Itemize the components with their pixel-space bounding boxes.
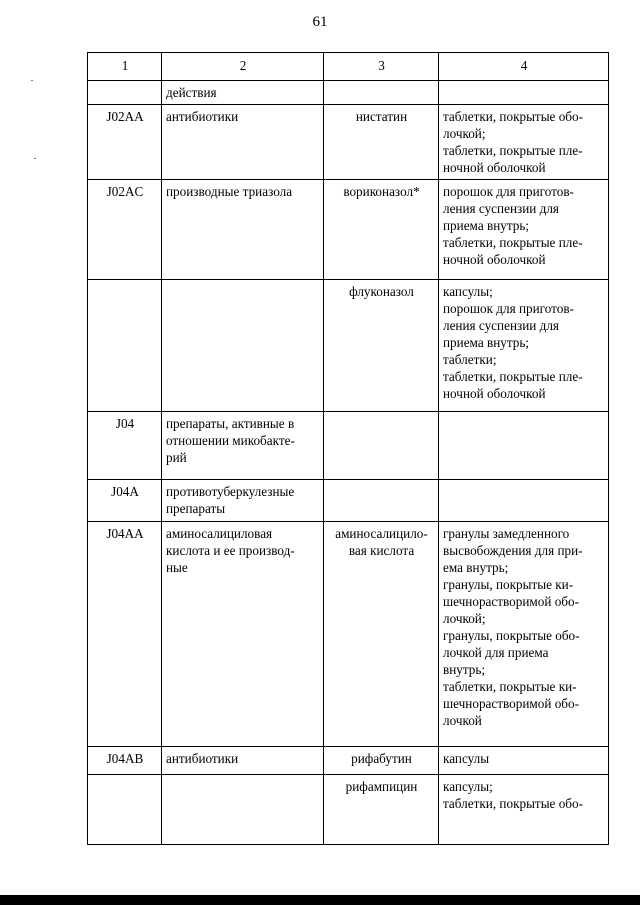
drug-cell [324, 81, 439, 105]
group-line: отношении микобакте- [166, 433, 295, 448]
atc-code: J04 [115, 416, 135, 431]
group-line: производные триазола [166, 184, 293, 199]
code-cell [88, 81, 162, 105]
group-line: антибиотики [166, 751, 239, 766]
group-line: действия [166, 85, 217, 100]
group-line: рий [166, 450, 187, 465]
drug-cell [324, 747, 439, 775]
forms-line: ночной оболочкой [443, 160, 546, 175]
header-col-4: 4 [439, 53, 609, 81]
forms-line: гранулы замедленного [443, 526, 570, 541]
group-line: препараты, активные в [166, 416, 295, 431]
table-header [88, 53, 609, 81]
group-cell [162, 522, 324, 747]
group-line: антибиотики [166, 109, 239, 124]
atc-code: J04A [111, 484, 139, 499]
table-row [88, 747, 609, 775]
forms-cell [439, 747, 609, 775]
atc-code: J04AA [106, 526, 144, 541]
forms-line: порошок для приготов- [443, 301, 574, 316]
group-cell [162, 775, 324, 845]
forms-cell [439, 775, 609, 845]
table-row [88, 180, 609, 280]
drug-table [87, 52, 609, 845]
header-row [88, 53, 609, 81]
forms-line: гранулы, покрытые ки- [443, 577, 574, 592]
forms-line: таблетки, покрытые ки- [443, 679, 577, 694]
drug-cell [324, 775, 439, 845]
table-body [88, 81, 609, 845]
forms-cell [439, 412, 609, 480]
forms-line: ема внутрь; [443, 560, 509, 575]
forms-line: порошок для приготов- [443, 184, 574, 199]
forms-line: капсулы [443, 751, 490, 766]
forms-line: лочкой; [443, 126, 486, 141]
drug-line: флуконазол [349, 284, 414, 299]
group-line: аминосалициловая [166, 526, 273, 541]
forms-line: ночной оболочкой [443, 252, 546, 267]
forms-line: таблетки, покрытые пле- [443, 143, 583, 158]
drug-line: вая кислота [348, 543, 415, 558]
drug-cell [324, 105, 439, 180]
drug-line: рифабутин [351, 751, 412, 766]
group-cell [162, 412, 324, 480]
forms-line: капсулы; [443, 779, 493, 794]
table-row [88, 412, 609, 480]
forms-line: таблетки, покрытые пле- [443, 369, 583, 384]
group-cell [162, 105, 324, 180]
forms-line: высвобождения для при- [443, 543, 583, 558]
drug-line: нистатин [355, 109, 408, 124]
drug-cell [324, 180, 439, 280]
forms-line: лочкой для приема [443, 645, 549, 660]
group-cell [162, 280, 324, 412]
drug-cell [324, 280, 439, 412]
forms-line: таблетки; [443, 352, 497, 367]
forms-line: гранулы, покрытые обо- [443, 628, 580, 643]
drug-line: вориконазол* [343, 184, 420, 199]
code-cell [88, 280, 162, 412]
code-cell [88, 747, 162, 775]
drug-cell [324, 412, 439, 480]
forms-cell [439, 180, 609, 280]
forms-line: ночной оболочкой [443, 386, 546, 401]
group-cell [162, 180, 324, 280]
drug-line: аминосалицило- [335, 526, 428, 541]
table-row [88, 775, 609, 845]
forms-line: приема внутрь; [443, 218, 530, 233]
group-cell [162, 81, 324, 105]
forms-line: лочкой [443, 713, 482, 728]
table-row [88, 280, 609, 412]
scan-bottom-edge [0, 895, 640, 905]
forms-line: приема внутрь; [443, 335, 530, 350]
scan-speck [34, 158, 36, 159]
group-line: препараты [166, 501, 226, 516]
code-cell [88, 180, 162, 280]
forms-cell [439, 280, 609, 412]
header-col-1: 1 [88, 53, 162, 81]
group-cell [162, 480, 324, 522]
forms-line: шечнорастворимой обо- [443, 696, 579, 711]
forms-line: ления суспензии для [443, 318, 559, 333]
code-cell [88, 522, 162, 747]
forms-line: таблетки, покрытые пле- [443, 235, 583, 250]
forms-line: внутрь; [443, 662, 486, 677]
scan-speck [31, 80, 33, 81]
forms-line: капсулы; [443, 284, 493, 299]
header-col-3: 3 [324, 53, 439, 81]
group-cell [162, 747, 324, 775]
forms-line: таблетки, покрытые обо- [443, 109, 583, 124]
atc-code: J04AB [106, 751, 144, 766]
table-row [88, 81, 609, 105]
forms-cell [439, 105, 609, 180]
code-cell [88, 105, 162, 180]
header-col-2: 2 [162, 53, 324, 81]
group-line: ные [166, 560, 188, 575]
forms-line: шечнорастворимой обо- [443, 594, 579, 609]
table-row [88, 480, 609, 522]
forms-line: ления суспензии для [443, 201, 559, 216]
forms-line: лочкой; [443, 611, 486, 626]
code-cell [88, 775, 162, 845]
table-row [88, 522, 609, 747]
atc-code: J02AC [106, 184, 144, 199]
forms-line: таблетки, покрытые обо- [443, 796, 583, 811]
atc-code: J02AA [106, 109, 144, 124]
drug-cell [324, 480, 439, 522]
code-cell [88, 412, 162, 480]
page-number: 61 [312, 14, 328, 30]
drug-cell [324, 522, 439, 747]
forms-cell [439, 81, 609, 105]
group-line: кислота и ее производ- [166, 543, 295, 558]
drug-line: рифампицин [345, 779, 418, 794]
code-cell [88, 480, 162, 522]
forms-cell [439, 522, 609, 747]
group-line: противотуберкулезные [166, 484, 295, 499]
table-row [88, 105, 609, 180]
forms-cell [439, 480, 609, 522]
